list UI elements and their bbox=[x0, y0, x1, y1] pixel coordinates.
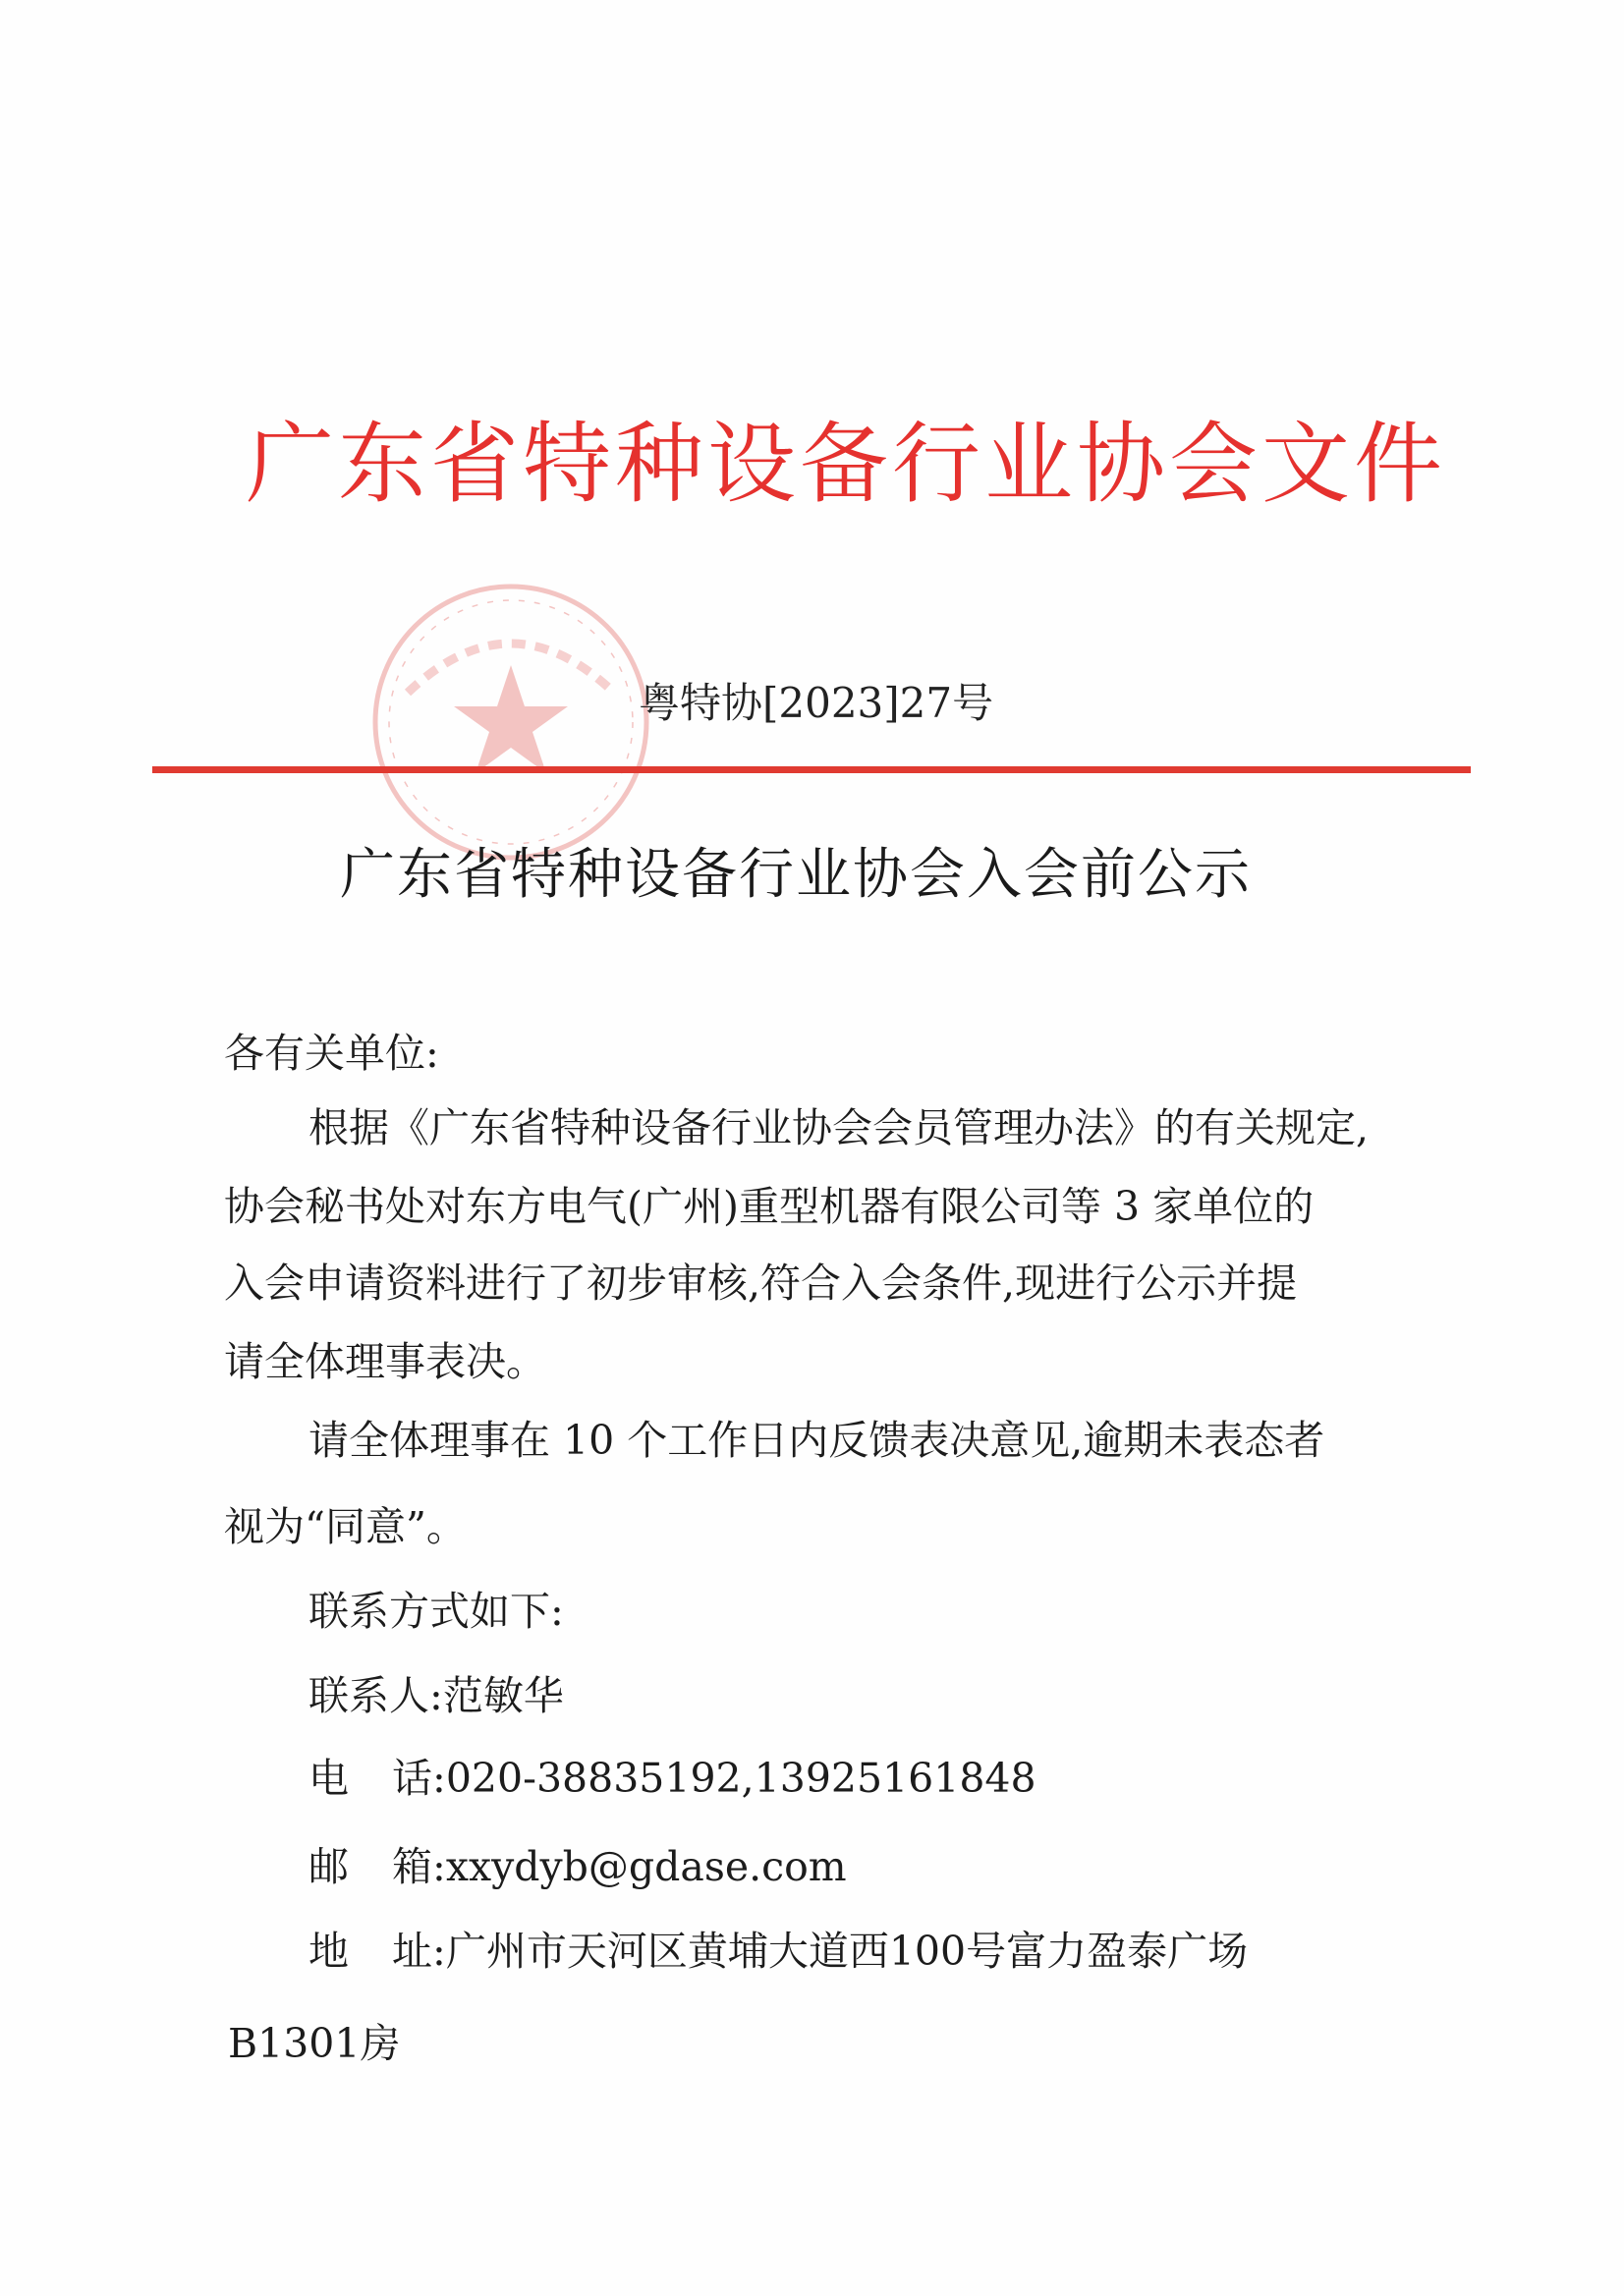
notice-title: 广东省特种设备行业协会入会前公示 bbox=[340, 843, 1252, 907]
red-divider-rule bbox=[152, 766, 1471, 773]
email-value[interactable]: xxydyb@gdase.com bbox=[445, 1843, 847, 1890]
contact-phone-row bbox=[308, 1753, 1036, 1804]
paragraph-1-line-1: 根据《广东省特种设备行业协会会员管理办法》的有关规定, bbox=[308, 1104, 1370, 1151]
address-label-char-1: 地 bbox=[308, 1928, 349, 1975]
contact-email-row bbox=[308, 1841, 847, 1892]
phone-label-char-2: 话: bbox=[392, 1755, 446, 1802]
contact-heading: 联系方式如下: bbox=[308, 1588, 564, 1635]
paragraph-1-line-4: 请全体理事表决。 bbox=[224, 1338, 546, 1385]
phone-label-char-1: 电 bbox=[308, 1755, 349, 1802]
email-label-char-1: 邮 bbox=[308, 1843, 349, 1890]
paragraph-2-line-2: 视为“同意”。 bbox=[224, 1503, 467, 1550]
address-label-char-2: 址: bbox=[392, 1928, 446, 1975]
paragraph-2-line-1: 请全体理事在 10 个工作日内反馈表决意见,逾期未表态者 bbox=[308, 1417, 1325, 1464]
contact-person-label: 联系人: bbox=[308, 1672, 443, 1719]
paragraph-1-line-3: 入会申请资料进行了初步审核,符合入会条件,现进行公示并提 bbox=[224, 1260, 1298, 1307]
document-number: 粤特协[2023]27号 bbox=[639, 679, 994, 727]
contact-person-row bbox=[308, 1670, 564, 1721]
email-label-char-2: 箱: bbox=[392, 1843, 446, 1890]
address-value: 广州市天河区黄埔大道西100号富力盈泰广场 bbox=[445, 1928, 1249, 1975]
address-continuation: B1301房 bbox=[228, 2020, 401, 2067]
org-document-header: 广东省特种设备行业协会文件 bbox=[246, 413, 1446, 516]
seal-stamp-icon bbox=[349, 575, 673, 869]
phone-value: 020-38835192,13925161848 bbox=[445, 1755, 1036, 1802]
contact-address-row bbox=[308, 1926, 1248, 1977]
salutation: 各有关单位: bbox=[224, 1030, 439, 1077]
contact-person-value: 范敏华 bbox=[442, 1672, 564, 1719]
paragraph-1-line-2: 协会秘书处对东方电气(广州)重型机器有限公司等 3 家单位的 bbox=[224, 1183, 1315, 1230]
